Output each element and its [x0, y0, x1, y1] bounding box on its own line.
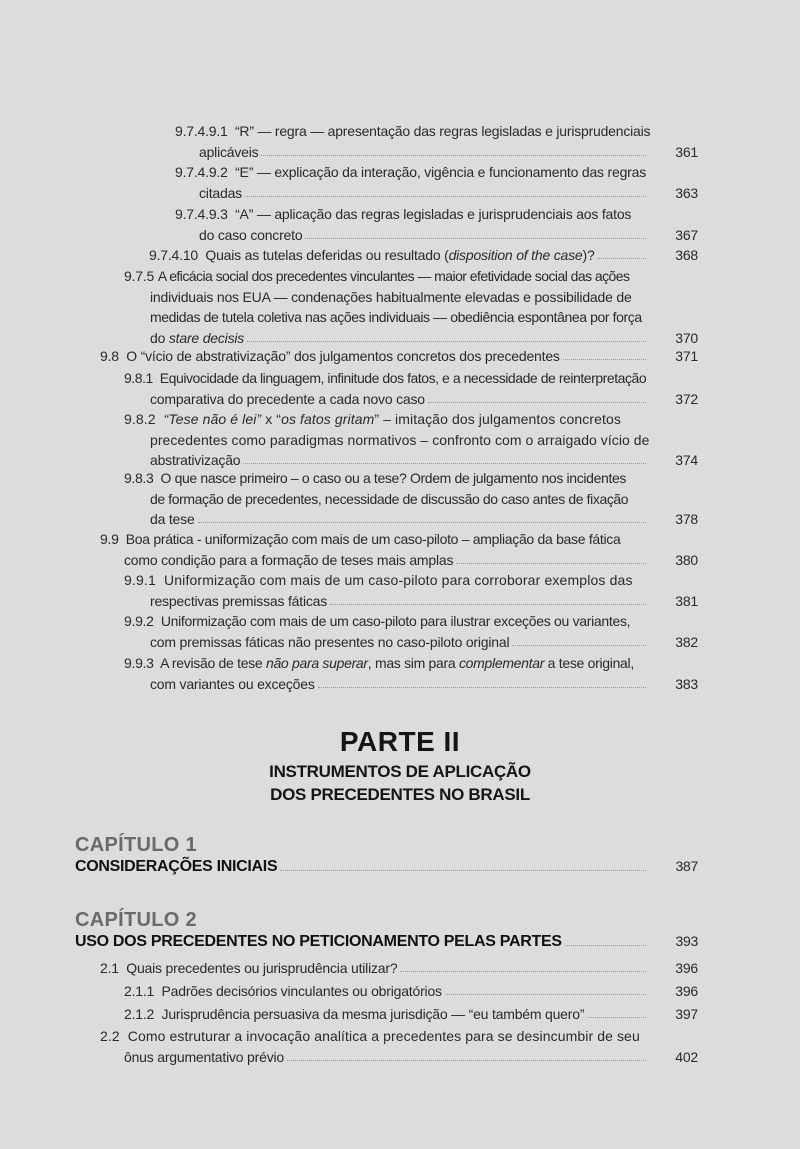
entry-number: 2.2 — [100, 1028, 120, 1044]
leader-dots — [330, 593, 646, 605]
page-number: 397 — [675, 1006, 698, 1022]
entry-number: 9.8.3 — [124, 470, 154, 486]
page-number: 402 — [675, 1048, 698, 1065]
page-number: 381 — [675, 592, 698, 609]
toc-entry-9-9-1[interactable] — [124, 570, 698, 611]
leader-dots — [243, 452, 646, 464]
chapter-2-label: CAPÍTULO 2 — [75, 909, 197, 931]
page-number: 387 — [675, 858, 698, 874]
entry-number: 9.7.4.9.2 — [175, 164, 228, 180]
entry-number: 9.7.4.10 — [149, 247, 198, 263]
toc-entry-9-9-3[interactable] — [124, 653, 698, 694]
entry-text-end: com premissas fáticas não presentes no caso-piloto original — [150, 633, 510, 650]
toc-entry-9-8-2[interactable] — [124, 409, 698, 471]
leader-dots — [598, 247, 646, 259]
entry-text: , mas sim para — [367, 655, 459, 671]
entry-text: Padrões decisórios vinculantes ou obrigatórios — [161, 983, 442, 999]
entry-text: “E” — explicação da interação, vigência e funcionamento das regras — [235, 164, 647, 180]
leader-dots — [245, 185, 646, 197]
entry-text: a tese original, — [544, 655, 634, 671]
entry-number: 9.7.5 — [124, 268, 155, 284]
entry-text-italic: não para superar — [265, 655, 368, 671]
entry-text: do — [150, 329, 169, 346]
leader-dots — [563, 348, 646, 360]
page-number: 396 — [675, 983, 698, 999]
entry-text: Uniformização com mais de um caso-piloto para ilustrar exceções ou variantes, — [160, 613, 631, 629]
entry-text: A revisão de tese — [160, 655, 266, 671]
entry-text-end: abstrativização — [150, 452, 241, 468]
entry-text-italic: stare decisis — [168, 329, 245, 346]
entry-number: 9.9.3 — [124, 655, 154, 671]
entry-text: individuais nos EUA — condenações habitualmente elevadas e possibilidade de — [150, 288, 632, 305]
entry-text: Como estruturar a invocação analítica a precedentes para se desincumbir de seu — [127, 1028, 640, 1044]
leader-dots — [305, 227, 646, 239]
toc-entry-9-9-2[interactable] — [124, 611, 698, 652]
entry-text: x “ — [261, 411, 282, 427]
entry-text: de formação de precedentes, necessidade de discussão do caso antes de fixação — [150, 490, 629, 507]
toc-entry-9-7-4-10[interactable] — [149, 245, 698, 266]
entry-number: 9.9.2 — [124, 613, 154, 629]
entry-text: medidas de tutela coletiva nas ações individuais — obediência espontânea por força — [150, 309, 642, 325]
leader-dots — [456, 552, 646, 564]
entry-text: Uniformização com mais de um caso-piloto para corroborar exemplos das — [163, 572, 633, 588]
entry-text: Boa prática - uniformização com mais de um caso-piloto – ampliação da base fática — [125, 531, 621, 547]
entry-text: )? — [582, 247, 595, 263]
leader-dots — [280, 858, 646, 871]
page-number: 393 — [675, 933, 698, 949]
entry-text-end: com variantes ou exceções — [150, 675, 315, 692]
leader-dots — [428, 391, 646, 403]
leader-dots — [400, 960, 646, 972]
page-number: 367 — [675, 226, 698, 243]
page-number: 396 — [675, 960, 698, 976]
leader-dots — [261, 144, 646, 156]
chapter-1-label: CAPÍTULO 1 — [75, 834, 197, 856]
toc-entry-9-8[interactable] — [100, 346, 698, 367]
page-number: 361 — [675, 143, 698, 160]
entry-text: Quais precedentes ou jurisprudência utilizar? — [126, 960, 398, 976]
toc-entry-9-8-1[interactable] — [124, 368, 698, 409]
entry-text: “R” — regra — apresentação das regras legisladas e jurisprudenciais — [234, 123, 651, 139]
entry-number: 9.7.4.9.1 — [175, 123, 228, 139]
page-number: 368 — [675, 247, 698, 263]
entry-number: 9.8.2 — [124, 411, 156, 427]
entry-number: 9.9 — [100, 531, 119, 547]
page-number: 370 — [675, 329, 698, 346]
entry-text: O “vício de abstrativização” dos julgamentos concretos dos precedentes — [126, 348, 560, 364]
leader-dots — [445, 983, 646, 995]
part-subtitle — [0, 760, 800, 806]
toc-entry-9-9[interactable] — [100, 529, 698, 570]
entry-text-italic: disposition of the case — [448, 247, 583, 263]
leader-dots — [287, 1049, 646, 1061]
entry-number: 9.8 — [100, 348, 119, 364]
toc-entry-9-8-3[interactable] — [124, 468, 698, 530]
page-number: 383 — [675, 675, 698, 692]
part-title: PARTE II — [339, 726, 461, 757]
toc-entry-9-7-4-9-3[interactable] — [175, 204, 698, 245]
toc-entry-2-1[interactable] — [100, 958, 698, 979]
toc-entry-9-7-4-9-1[interactable] — [175, 121, 698, 162]
part-subtitle-line-2: DOS PRECEDENTES NO BRASIL — [270, 785, 530, 804]
entry-text: Quais as tutelas deferidas ou resultado ( — [205, 247, 449, 263]
entry-text-end: do caso concreto — [199, 226, 303, 243]
page-number: 371 — [675, 348, 698, 364]
entry-text-end: aplicáveis — [199, 143, 259, 160]
toc-entry-2-1-2[interactable] — [124, 1004, 698, 1025]
entry-text-italic: os fatos gritam — [281, 411, 375, 427]
entry-number: 9.9.1 — [124, 572, 156, 588]
toc-entry-2-2[interactable] — [100, 1026, 698, 1067]
toc-entry-9-7-5[interactable] — [124, 266, 698, 348]
chapter-title: CONSIDERAÇÕES INICIAIS — [75, 858, 278, 875]
page-number: 372 — [675, 390, 698, 407]
entry-number: 2.1.1 — [124, 983, 155, 999]
entry-number: 9.7.4.9.3 — [175, 206, 228, 222]
part-subtitle-line-1: INSTRUMENTOS DE APLICAÇÃO — [269, 762, 531, 781]
entry-text: O que nasce primeiro – o caso ou a tese? Ordem de julgamento nos incidentes — [160, 470, 627, 486]
entry-text: Jurisprudência persuasiva da mesma jurisdição — “eu também quero” — [161, 1006, 585, 1022]
entry-text-end: respectivas premissas fáticas — [150, 592, 328, 609]
toc-entry-9-7-4-9-2[interactable] — [175, 162, 698, 203]
leader-dots — [198, 511, 646, 523]
toc-entry-2-1-1[interactable] — [124, 981, 698, 1002]
page-number: 378 — [675, 511, 698, 527]
entry-number: 9.8.1 — [124, 370, 153, 386]
entry-text-end: ônus argumentativo prévio — [124, 1048, 284, 1065]
entry-number: 2.1.2 — [124, 1006, 155, 1022]
entry-text-end: comparativa do precedente a cada novo caso — [150, 390, 425, 407]
page-number: 382 — [675, 633, 698, 650]
leader-dots — [512, 634, 646, 646]
page-number: 363 — [675, 184, 698, 201]
chapter-title: USO DOS PRECEDENTES NO PETICIONAMENTO PELAS PARTES — [75, 933, 562, 950]
entry-text: A eficácia social dos precedentes vinculantes — maior efetividade social das ações — [157, 268, 630, 284]
entry-text-end: como condição para a formação de teses mais amplas — [124, 551, 454, 568]
entry-text: ” – imitação dos julgamentos concretos — [374, 411, 621, 427]
entry-text: Equivocidade da linguagem, infinitude dos fatos, e a necessidade de reinterpretação — [159, 370, 647, 386]
chapter-2-entry[interactable] — [75, 933, 698, 951]
leader-dots — [587, 1006, 646, 1018]
entry-text-italic: “Tese não é lei” — [163, 411, 262, 427]
entry-text-end: da tese — [150, 511, 195, 527]
leader-dots — [565, 933, 646, 946]
leader-dots — [247, 330, 646, 342]
page-number: 380 — [675, 551, 698, 568]
page-number: 374 — [675, 452, 698, 468]
leader-dots — [318, 676, 646, 688]
entry-text-italic: complementar — [458, 655, 545, 671]
entry-number: 2.1 — [100, 960, 119, 976]
entry-text: precedentes como paradigmas normativos – confronto com o arraigado vício de — [150, 431, 650, 448]
chapter-1-entry[interactable] — [75, 858, 698, 876]
entry-text: “A” — aplicação das regras legisladas e jurisprudenciais aos fatos — [235, 206, 632, 222]
entry-text-end: citadas — [199, 184, 242, 201]
